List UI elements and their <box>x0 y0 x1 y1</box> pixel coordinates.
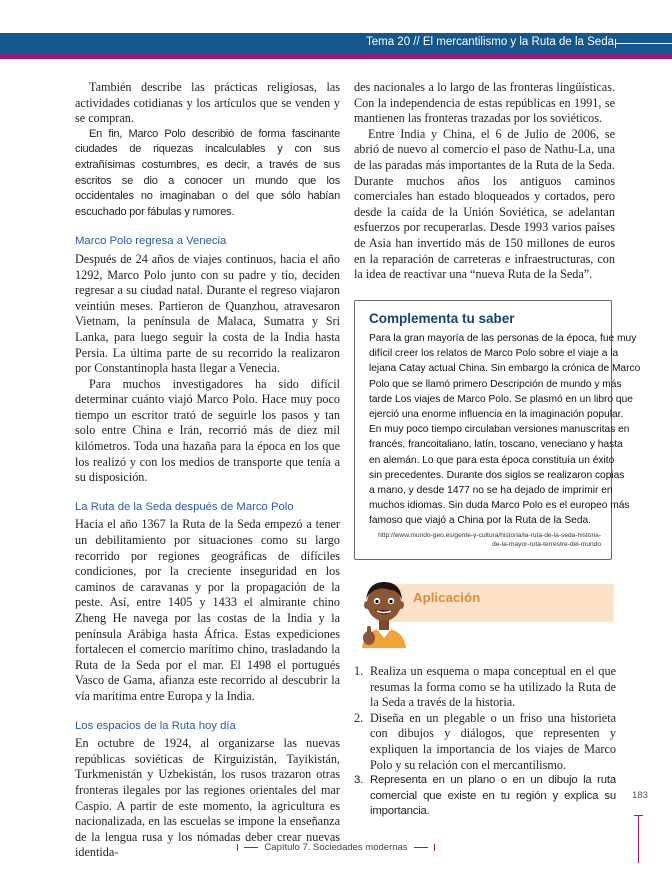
box-line: famoso que viajó a China por la Ruta de la Seda. <box>369 515 592 527</box>
header-rule <box>616 43 672 44</box>
activity-list <box>354 664 616 820</box>
item-number: 3. <box>354 774 364 787</box>
margin-rule <box>638 815 639 863</box>
box-title: Complementa tu saber <box>369 311 515 326</box>
item-text: Representa en un plano o en un dibujo la ruta comercial que existe en tu región y explica su importancia. <box>370 774 616 818</box>
source-url-line: http://www.mundo-geo.es/gente-y-cultura/historia/la-ruta-de-la-seda-historia- <box>378 532 601 539</box>
paragraph: des nacionales a lo largo de las fronteras lingüísticas. Con la independencia de estas repúblicas en 1991, se mantienen las fronteras trazadas por los soviéticos. <box>354 80 615 126</box>
item-text: Realiza un esquema o mapa conceptual en el que resumas la forma como se ha utilizado la Ruta de la Seda a través de la historia. <box>370 664 616 710</box>
box-line: sin precedentes. Durante dos siglos se realizaron copias <box>369 469 625 481</box>
section-heading: La Ruta de la Seda después de Marco Polo <box>75 500 294 513</box>
left-column <box>75 80 340 861</box>
footer-chapter: Capítulo 7 <box>264 842 308 853</box>
box-line: francés, francoitaliano, latín, toscano, veneciano y hasta <box>369 439 623 451</box>
paragraph: En fin, Marco Polo describió de forma fascinante ciudades de riquezas incalculables y con sus extrañísimas costumbres, es decir, a través de sus escritos se dio a conocer un mundo que los occidentales no imaginaban o del que sólo habían escuchado por fábulas y rumores. <box>75 127 340 218</box>
paragraph: En octubre de 1924, al organizarse las nuevas repúblicas soviéticas de Kirguizistán, Tayikistán, Turkmenistán y Uzbekistán, los rusos trazaron otras fronteras ilegales por las regiones orientales del mar Caspio. A partir de este momento, la agricultura es nacionalizada, en las escuelas se impone la enseñanza de la lengua rusa y los nómadas deber crear nuevas identida- <box>75 736 340 860</box>
list-item <box>354 664 616 711</box>
paragraph: También describe las prácticas religiosas, las actividades cotidianas y los artículos que se venden y se compran. <box>75 80 340 126</box>
footer-tick <box>434 844 435 851</box>
paragraph: Hacia el año 1367 la Ruta de la Seda empezó a tener un debilitamiento por situaciones como su largo recorrido por regiones geográficas de difíciles condiciones, por la creciente inseguridad en los caminos de caravanas y por la propagación de la peste. Así, entre 1405 y 1433 el almirante chino Zheng He navega por las costas de la India y la península Arábiga hasta África. Estas expediciones fortalecen el comercio marítimo chino, trasladando la Ruta de la Seda por el mar. El 1498 el portugués Vasco de Gama, afianza este recorrido al descubrir la vía marítima entre Europa y la India. <box>75 517 340 703</box>
complementa-box <box>354 300 641 560</box>
student-illustration <box>354 576 414 648</box>
box-line: a mano, y desde 1477 no se ha dejado de imprimir en <box>369 485 613 497</box>
item-text: Diseña en un plegable o un friso una historieta con dibujos y diálogos, que representen y expliquen la importancia de los viajes de Marco Polo y su relación con el mercantilismo. <box>370 710 616 772</box>
box-line: Polo que se llamó primero Descripción de mundo y más <box>369 378 622 390</box>
box-line: lejana Catay actual China. Sin embargo la crónica de Marco <box>369 363 641 375</box>
box-line: Para la gran mayoría de las personas de la época, fue muy <box>369 333 637 344</box>
item-number: 2. <box>354 710 364 725</box>
page-number: 183 <box>632 790 648 801</box>
header-bar <box>0 33 672 54</box>
source-url[interactable] <box>365 531 601 549</box>
box-line: muchos idiomas. Sin duda Marco Polo es el europeo más <box>369 500 630 512</box>
list-item <box>354 711 616 773</box>
footer-tick <box>237 844 238 851</box>
paragraph: Después de 24 años de viajes continuos, hacia el año 1292, Marco Polo junto con su padre y tío, deciden regresar a su ciudad natal. Durante el regreso viajaron veintiún meses. Partieron de Quanzhou, atravesaron Vietnam, la península de Malaca, Sumatra y Sri Lanka, para luego seguir la costa de la India hasta Persia. La última parte de su recorrido la realizaron por Constantinopla hasta llegar a Venecia. <box>75 251 340 376</box>
footer <box>0 842 672 853</box>
section-heading: Los espacios de la Ruta hoy día <box>75 719 236 732</box>
paragraph: Entre India y China, el 6 de Julio de 2006, se abrió de nuevo al comercio el paso de Nathu-La, una de las paradas más importantes de la Ruta de la Seda. Durante muchos años los antiguos caminos comerciales han estado bloqueados y cortados, pero desde la caída de la Unión Soviética, se adelantan esfuerzos por recuperarlas. Desde 1993 varios países de Asia han invertido más de 150 millones de euros en la reparación de carreteras e infraestructuras, con la idea de reactivar una “nueva Ruta de la Seda”. <box>354 126 615 282</box>
footer-section: Sociedades modernas <box>313 842 408 853</box>
box-line: difícil creer los relatos de Marco Polo sobre el viaje a la <box>369 348 619 360</box>
footer-rule <box>414 847 428 848</box>
item-number: 1. <box>354 664 364 678</box>
paragraph: Para muchos investigadores ha sido difícil determinar cuánto viajó Marco Polo. Hace muy poco tiempo un escritor trató de seguirle los pasos y tan solo entre China e Irán, recorrió más de diez mil kilómetros. Toda una hazaña para la época en los que los realizó y con los medios de transporte que tenía a su disposición. <box>75 376 340 485</box>
header-accent-line <box>0 54 672 59</box>
source-url-line: de-la-mayor-ruta-terrestre-del-mundo <box>492 541 601 548</box>
box-line: en alemán. Lo que para esta época constituía un éxito <box>369 454 615 466</box>
right-column <box>354 80 615 283</box>
footer-separator: . <box>307 842 314 853</box>
footer-rule <box>244 847 258 848</box>
box-line: tarde Los viajes de Marco Polo. Se plasmó en un libro que <box>369 393 633 405</box>
header-title: Tema 20 // El mercantilismo y la Ruta de la Seda <box>365 36 614 48</box>
box-line: ejerció una enorme influencia en la imaginación popular. <box>369 409 624 421</box>
box-line: En muy poco tiempo circulaban versiones manuscritas en <box>369 424 630 436</box>
box-body <box>369 331 641 529</box>
aplicacion-title: Aplicación <box>413 590 481 605</box>
section-heading: Marco Polo regresa a Venecia <box>75 235 227 248</box>
list-item <box>354 773 616 820</box>
